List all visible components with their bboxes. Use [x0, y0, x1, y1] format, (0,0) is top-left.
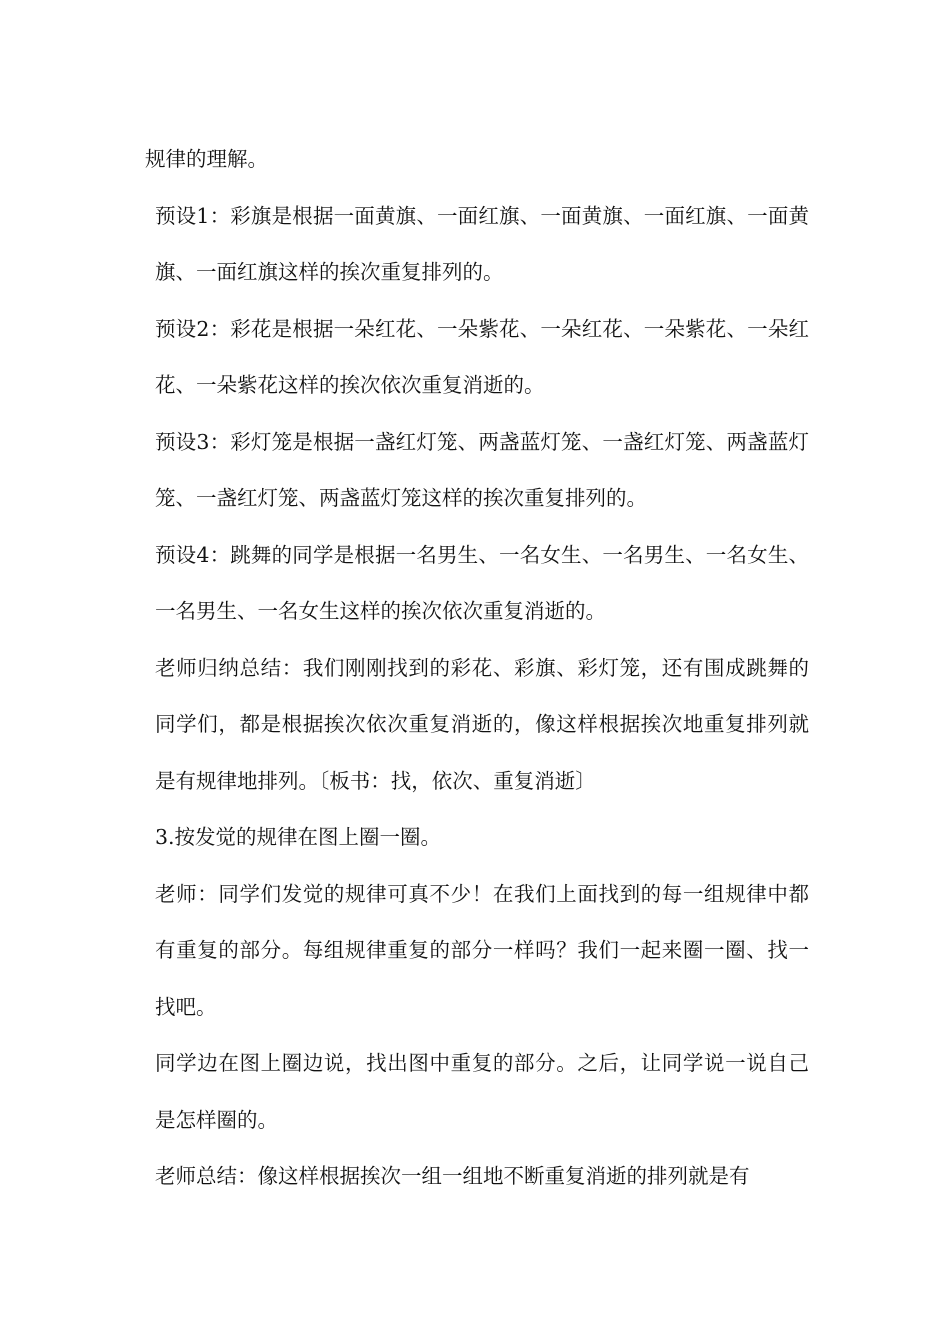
paragraph-preset-1: 预设1：彩旗是根据一面黄旗、一面红旗、一面黄旗、一面红旗、一面黄旗、一面红旗这样的挨次重复排列的。: [155, 203, 809, 284]
paragraph-continuation: 规律的理解。: [145, 147, 268, 171]
paragraph-preset-4: 预设4：跳舞的同学是根据一名男生、一名女生、一名男生、一名女生、一名男生、一名女生这样的挨次依次重复消逝的。: [155, 542, 809, 623]
paragraph-student-activity: 同学边在图上圈边说，找出图中重复的部分。之后，让同学说一说自己是怎样圈的。: [155, 1051, 809, 1132]
paragraph-step-3: 3.按发觉的规律在图上圈一圈。: [155, 825, 442, 849]
paragraph-teacher-prompt: 老师：同学们发觉的规律可真不少！在我们上面找到的每一组规律中都有重复的部分。每组规律重复的部分一样吗？我们一起来圈一圈、找一找吧。: [155, 881, 809, 1019]
paragraph-teacher-summary: 老师归纳总结：我们刚刚找到的彩花、彩旗、彩灯笼，还有围成跳舞的同学们，都是根据挨次依次重复消逝的，像这样根据挨次地重复排列就是有规律地排列。〔板书：找，依次、重复消逝〕: [155, 655, 809, 793]
paragraph-preset-2: 预设2：彩花是根据一朵红花、一朵紫花、一朵红花、一朵紫花、一朵红花、一朵紫花这样的挨次依次重复消逝的。: [155, 316, 809, 397]
document-body: [145, 131, 809, 1205]
paragraph-teacher-conclusion: 老师总结：像这样根据挨次一组一组地不断重复消逝的排列就是有: [155, 1164, 750, 1188]
paragraph-preset-3: 预设3：彩灯笼是根据一盏红灯笼、两盏蓝灯笼、一盏红灯笼、两盏蓝灯笼、一盏红灯笼、两盏蓝灯笼这样的挨次重复排列的。: [155, 429, 809, 510]
